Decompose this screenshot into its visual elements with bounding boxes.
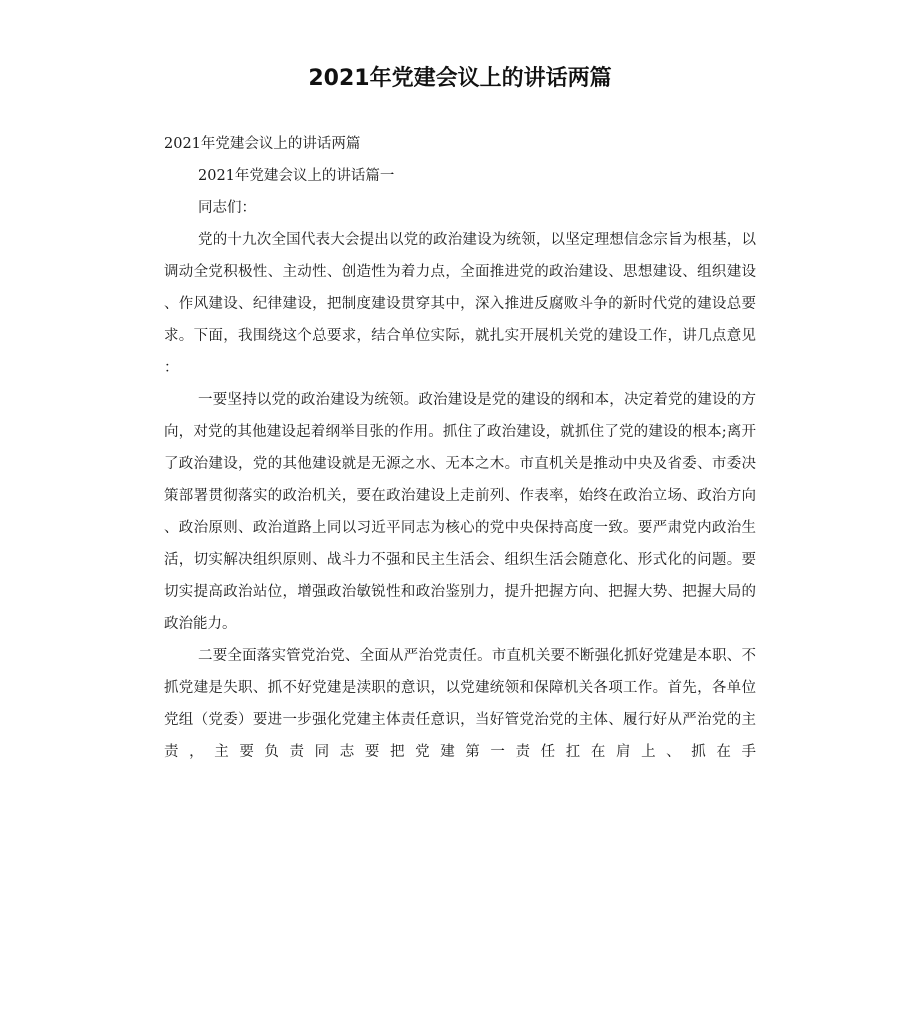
paragraph-point-one: 一要坚持以党的政治建设为统领。政治建设是党的建设的纲和本，决定着党的建设的方向，对党的其他建设起着纲举目张的作用。抓住了政治建设，就抓住了党的建设的根本;离开了政治建设，党的其他建设就是无源之水、无本之木。市直机关是推动中央及省委、市委决策部署贯彻落实的政治机关，要在政治建设上走前列、作表率，始终在政治立场、政治方向、政治原则、政治道路上同以习近平同志为核心的党中央保持高度一致。要严肃党内政治生活，切实解决组织原则、战斗力不强和民主生活会、组织生活会随意化、形式化的问题。要切实提高政治站位，增强政治敏锐性和政治鉴别力，提升把握方向、把握大势、把握大局的政治能力。 [164,392,756,632]
section-heading: 2021年党建会议上的讲话篇一 [198,168,395,184]
document-subtitle: 2021年党建会议上的讲话两篇 [164,136,361,152]
paragraph-point-two: 二要全面落实管党治党、全面从严治党责任。市直机关要不断强化抓好党建是本职、不抓党建是失职、抓不好党建是渎职的意识，以党建统领和保障机关各项工作。首先，各单位党组（党委）要进一步强化党建主体责任意识，当好管党治党的主体、履行好从严治党的主责，主要负责同志要把党建第一责任扛在肩上、抓在手 [164,648,756,760]
document-body [164,128,756,768]
document-title: 2021年党建会议上的讲话两篇 [308,66,612,91]
paragraph-intro: 党的十九次全国代表大会提出以党的政治建设为统领，以坚定理想信念宗旨为根基，以调动全党积极性、主动性、创造性为着力点，全面推进党的政治建设、思想建设、组织建设、作风建设、纪律建设，把制度建设贯穿其中，深入推进反腐败斗争的新时代党的建设总要求。下面，我围绕这个总要求，结合单位实际，就扎实开展机关党的建设工作，讲几点意见： [164,232,756,376]
salutation: 同志们： [198,200,256,216]
